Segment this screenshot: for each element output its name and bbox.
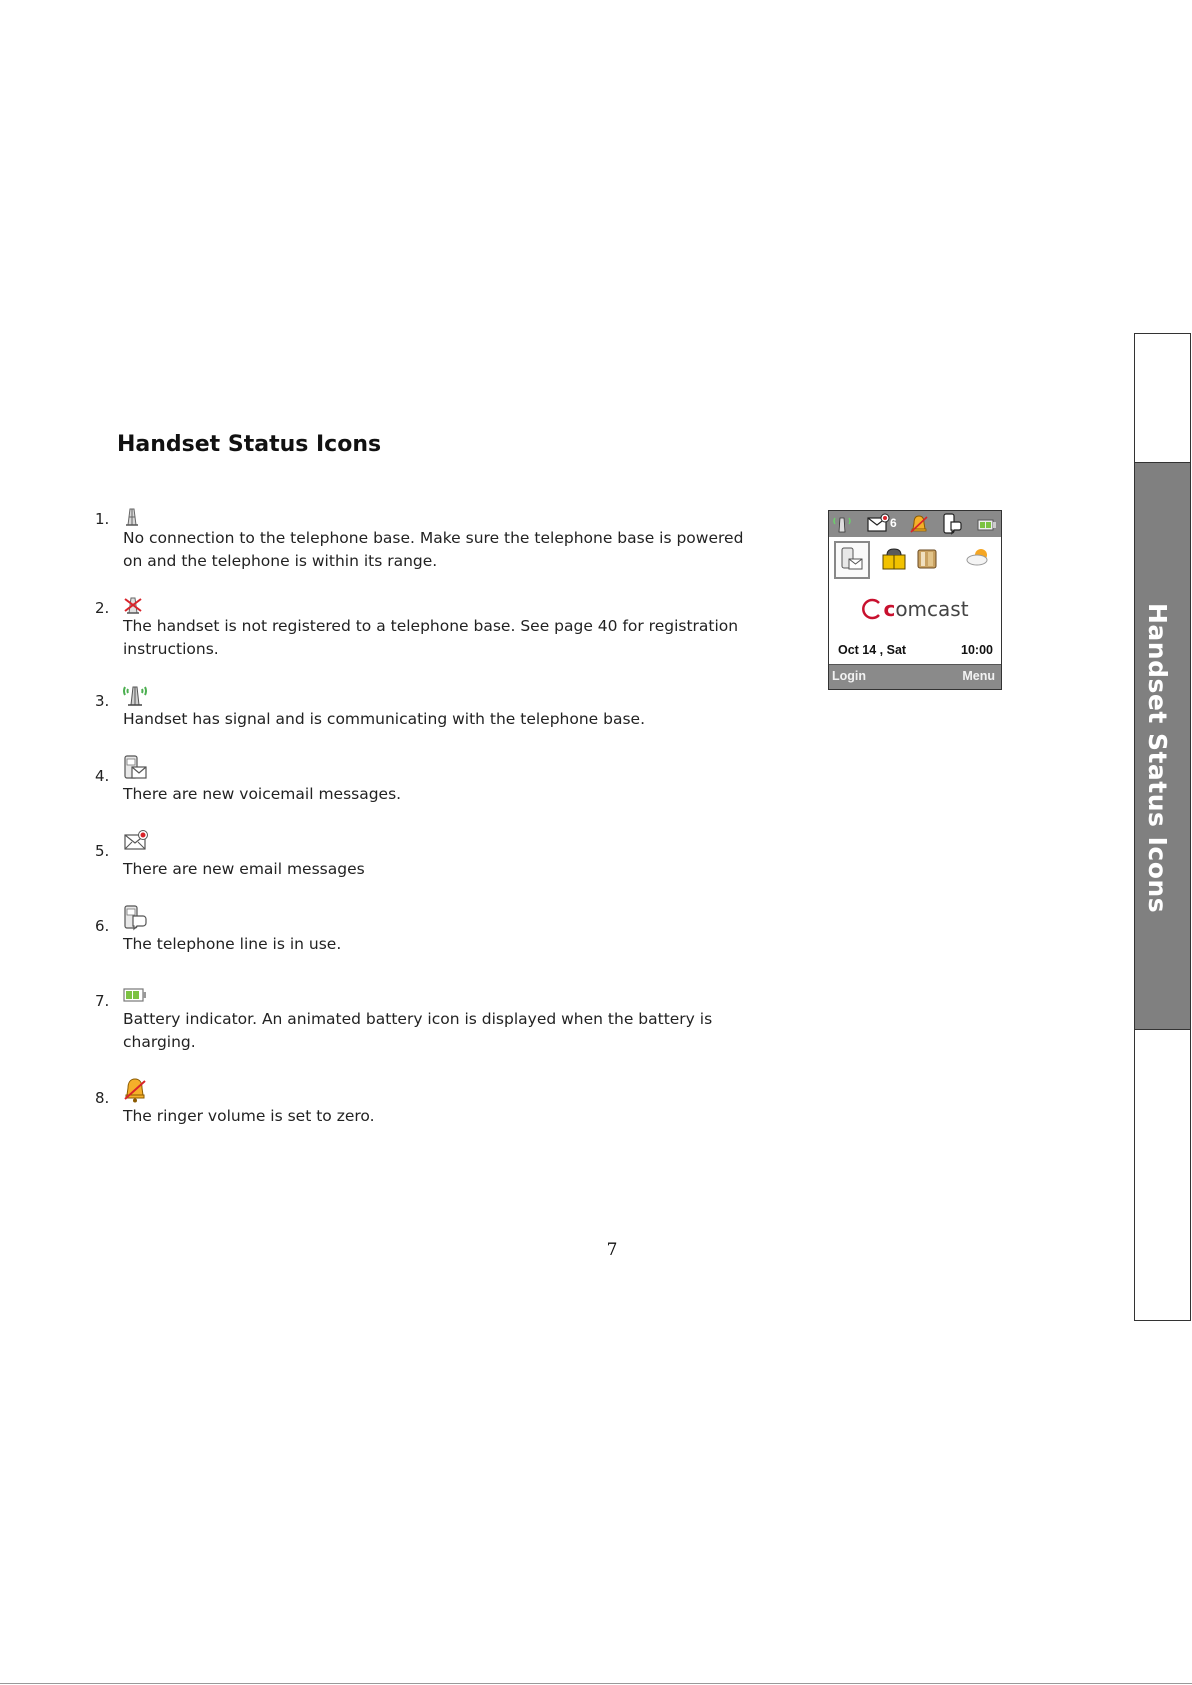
logo-text: omcast xyxy=(895,597,969,621)
not-registered-icon xyxy=(123,595,143,615)
chapter-side-tab xyxy=(1134,333,1191,1321)
battery-icon xyxy=(977,519,997,531)
phone-screen-illustration xyxy=(828,510,1002,690)
item-number: 2. xyxy=(95,599,110,617)
item-description: There are new voicemail messages. xyxy=(123,785,402,803)
list-item xyxy=(0,683,760,733)
chapter-tab-band xyxy=(1135,462,1190,1030)
no-signal-antenna-icon xyxy=(123,507,141,527)
comcast-logo xyxy=(829,597,1001,621)
ringer-off-icon xyxy=(909,514,929,534)
line-in-use-icon xyxy=(123,905,147,931)
phone-status-bar xyxy=(829,511,1001,537)
list-item xyxy=(0,505,760,575)
page-number: 7 xyxy=(606,1240,618,1260)
menu-softkey: Menu xyxy=(962,669,995,683)
chapter-tab-label: Handset Status Icons xyxy=(1143,603,1172,914)
item-description: The handset is not registered to a telephone base. See page 40 for registration instructions. xyxy=(123,617,739,658)
list-item xyxy=(0,905,760,955)
ringer-off-icon xyxy=(123,1077,147,1103)
item-number: 4. xyxy=(95,767,110,785)
list-item xyxy=(0,755,760,805)
line-in-use-icon xyxy=(943,513,963,535)
email-icon xyxy=(123,830,149,852)
phone-date: Oct 14 , Sat xyxy=(838,643,907,657)
signal-antenna-icon xyxy=(123,683,147,707)
item-number: 8. xyxy=(95,1089,110,1107)
signal-antenna-icon xyxy=(833,515,851,533)
voicemail-icon xyxy=(123,755,147,781)
comcast-logo-swirl xyxy=(861,598,883,620)
battery-icon xyxy=(123,987,147,1003)
item-description: No connection to the telephone base. Make sure the telephone base is powered on and the telephone is within its range. xyxy=(123,529,744,570)
item-number: 3. xyxy=(95,692,110,710)
weather-icon xyxy=(965,547,991,567)
item-description: The telephone line is in use. xyxy=(123,935,342,953)
voicemail-icon xyxy=(841,547,863,573)
phone-app-row xyxy=(829,539,1001,583)
phone-softkey-bar xyxy=(829,664,1001,689)
item-number: 6. xyxy=(95,917,110,935)
item-description: Handset has signal and is communicating with the telephone base. xyxy=(123,710,646,728)
list-item xyxy=(0,1075,760,1130)
item-description: The ringer volume is set to zero. xyxy=(123,1107,375,1125)
item-number: 1. xyxy=(95,510,110,528)
phone-time: 10:00 xyxy=(961,643,993,657)
address-book-icon xyxy=(915,547,939,571)
email-count: 6 xyxy=(890,516,897,530)
list-item xyxy=(0,595,760,665)
list-item xyxy=(0,985,760,1055)
item-number: 7. xyxy=(95,992,110,1010)
login-softkey: Login xyxy=(832,669,867,683)
logo-initial: c xyxy=(883,597,896,621)
item-description: Battery indicator. An animated battery icon is displayed when the battery is charging. xyxy=(123,1010,713,1051)
directory-icon xyxy=(881,547,907,571)
list-item xyxy=(0,830,760,880)
item-number: 5. xyxy=(95,842,110,860)
email-icon xyxy=(867,513,891,533)
bottom-rule xyxy=(0,1683,1192,1684)
selected-app-frame xyxy=(834,541,870,579)
page-title: Handset Status Icons xyxy=(117,432,382,457)
item-description: There are new email messages xyxy=(123,860,365,878)
